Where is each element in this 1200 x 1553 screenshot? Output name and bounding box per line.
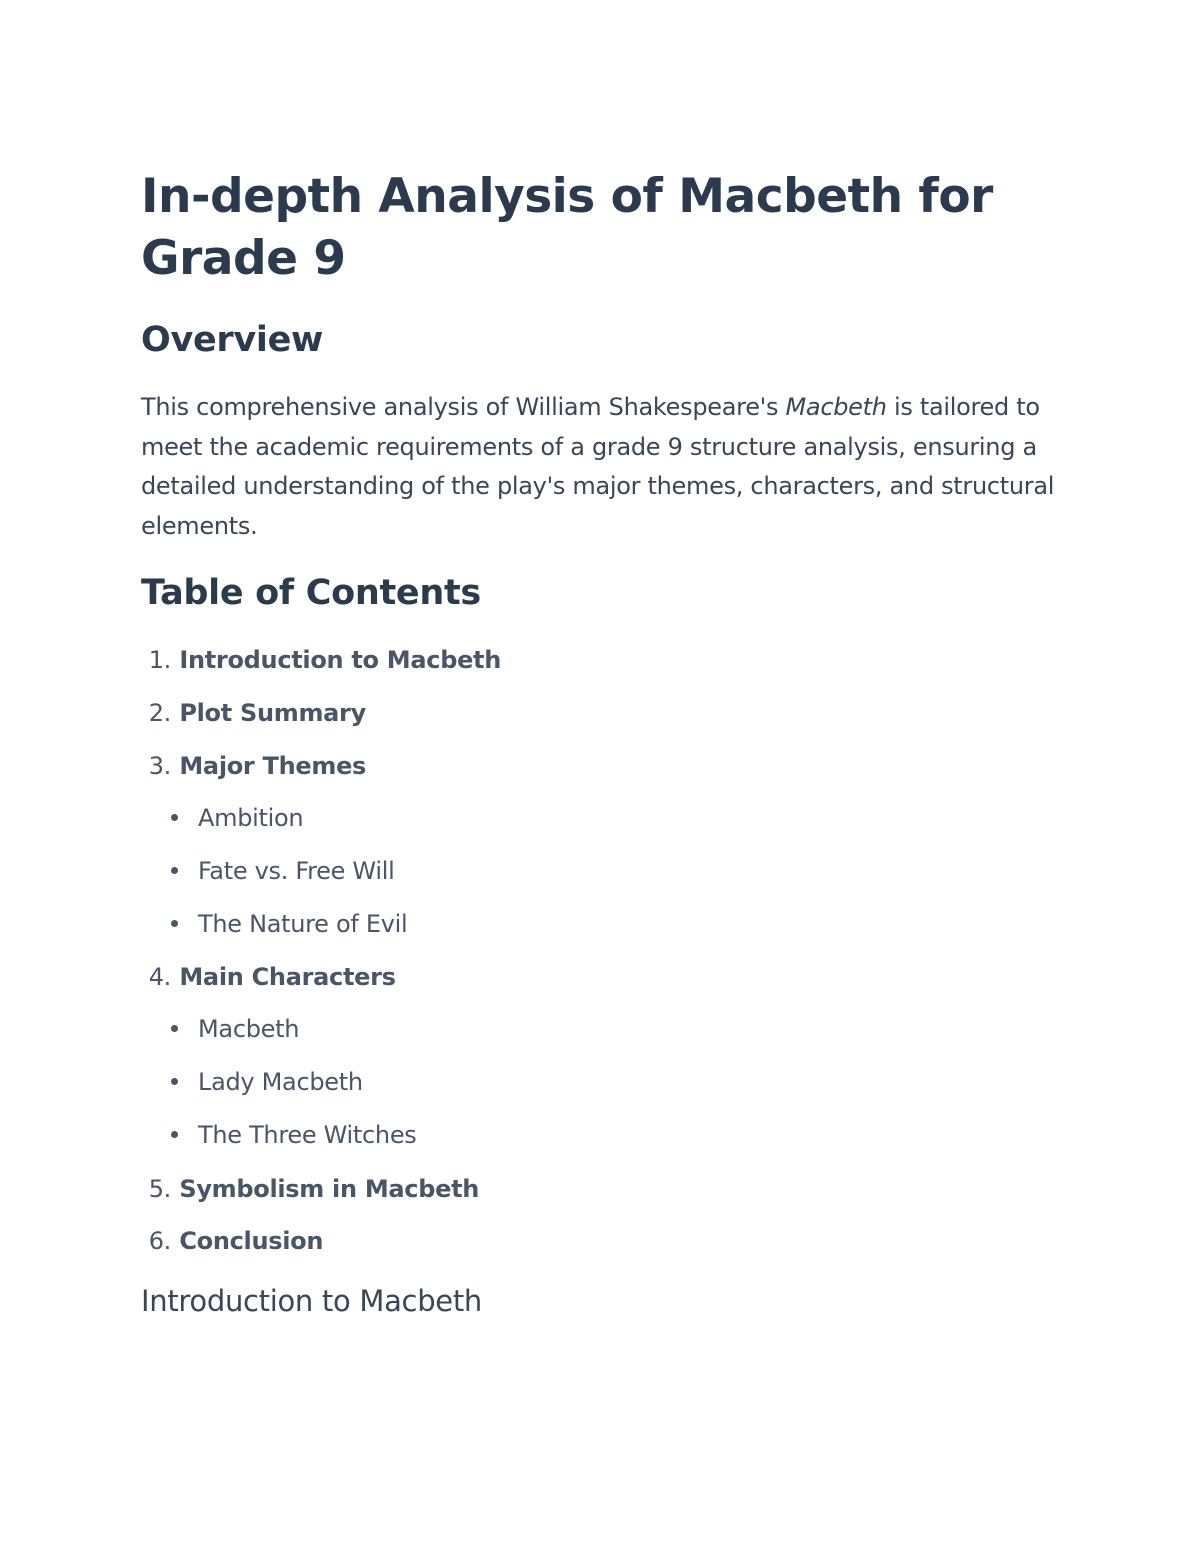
toc-subitem-lady-macbeth[interactable] xyxy=(171,1066,363,1098)
toc-item-main-characters[interactable] xyxy=(141,961,396,993)
toc-label: Introduction to Macbeth xyxy=(179,646,502,674)
toc-subitem-three-witches[interactable] xyxy=(171,1119,417,1151)
toc-subitem-label: Lady Macbeth xyxy=(198,1068,363,1096)
toc-label: Conclusion xyxy=(179,1227,324,1255)
toc-subitem-label: The Nature of Evil xyxy=(198,910,408,938)
toc-label: Main Characters xyxy=(179,963,396,991)
bullet-icon xyxy=(171,867,178,874)
document-title: In-depth Analysis of Macbeth for Grade 9 xyxy=(141,169,993,286)
toc-item-symbolism[interactable] xyxy=(141,1173,479,1205)
toc-label: Symbolism in Macbeth xyxy=(179,1175,480,1203)
bullet-icon xyxy=(171,1078,178,1085)
toc-subitem-nature-of-evil[interactable] xyxy=(171,908,407,940)
toc-item-major-themes[interactable] xyxy=(141,750,366,782)
bullet-icon xyxy=(171,1131,178,1138)
bullet-icon xyxy=(171,814,178,821)
toc-label: Plot Summary xyxy=(179,699,366,727)
toc-item-introduction[interactable] xyxy=(141,644,501,676)
overview-text-end: is tailored to meet the academic requirements of a grade 9 structure analysis, ensuring a detailed understanding of the play's major themes, characters, and structural elements. xyxy=(141,393,1055,540)
toc-number: 3. xyxy=(148,752,171,780)
bullet-icon xyxy=(171,1025,178,1032)
toc-subitem-label: Fate vs. Free Will xyxy=(198,857,395,885)
toc-subitem-ambition[interactable] xyxy=(171,802,303,834)
bullet-icon xyxy=(171,920,178,927)
overview-paragraph xyxy=(141,388,1071,546)
toc-item-plot-summary[interactable] xyxy=(141,697,366,729)
toc-number: 1. xyxy=(148,646,171,674)
toc-number: 4. xyxy=(148,963,171,991)
toc-label: Major Themes xyxy=(179,752,367,780)
toc-subitem-label: Ambition xyxy=(198,804,304,832)
toc-subitem-label: The Three Witches xyxy=(198,1121,417,1149)
toc-item-conclusion[interactable] xyxy=(141,1225,323,1257)
toc-heading: Table of Contents xyxy=(141,573,481,613)
toc-number: 6. xyxy=(148,1227,171,1255)
toc-subitem-fate-vs-free-will[interactable] xyxy=(171,855,394,887)
overview-heading: Overview xyxy=(141,320,324,360)
overview-text-start: This comprehensive analysis of William Shakespeare's xyxy=(141,393,786,421)
play-title-italic: Macbeth xyxy=(785,393,887,421)
toc-number: 5. xyxy=(148,1175,171,1203)
toc-subitem-label: Macbeth xyxy=(198,1015,300,1043)
toc-subitem-macbeth[interactable] xyxy=(171,1013,299,1045)
toc-number: 2. xyxy=(148,699,171,727)
introduction-heading: Introduction to Macbeth xyxy=(141,1284,483,1318)
